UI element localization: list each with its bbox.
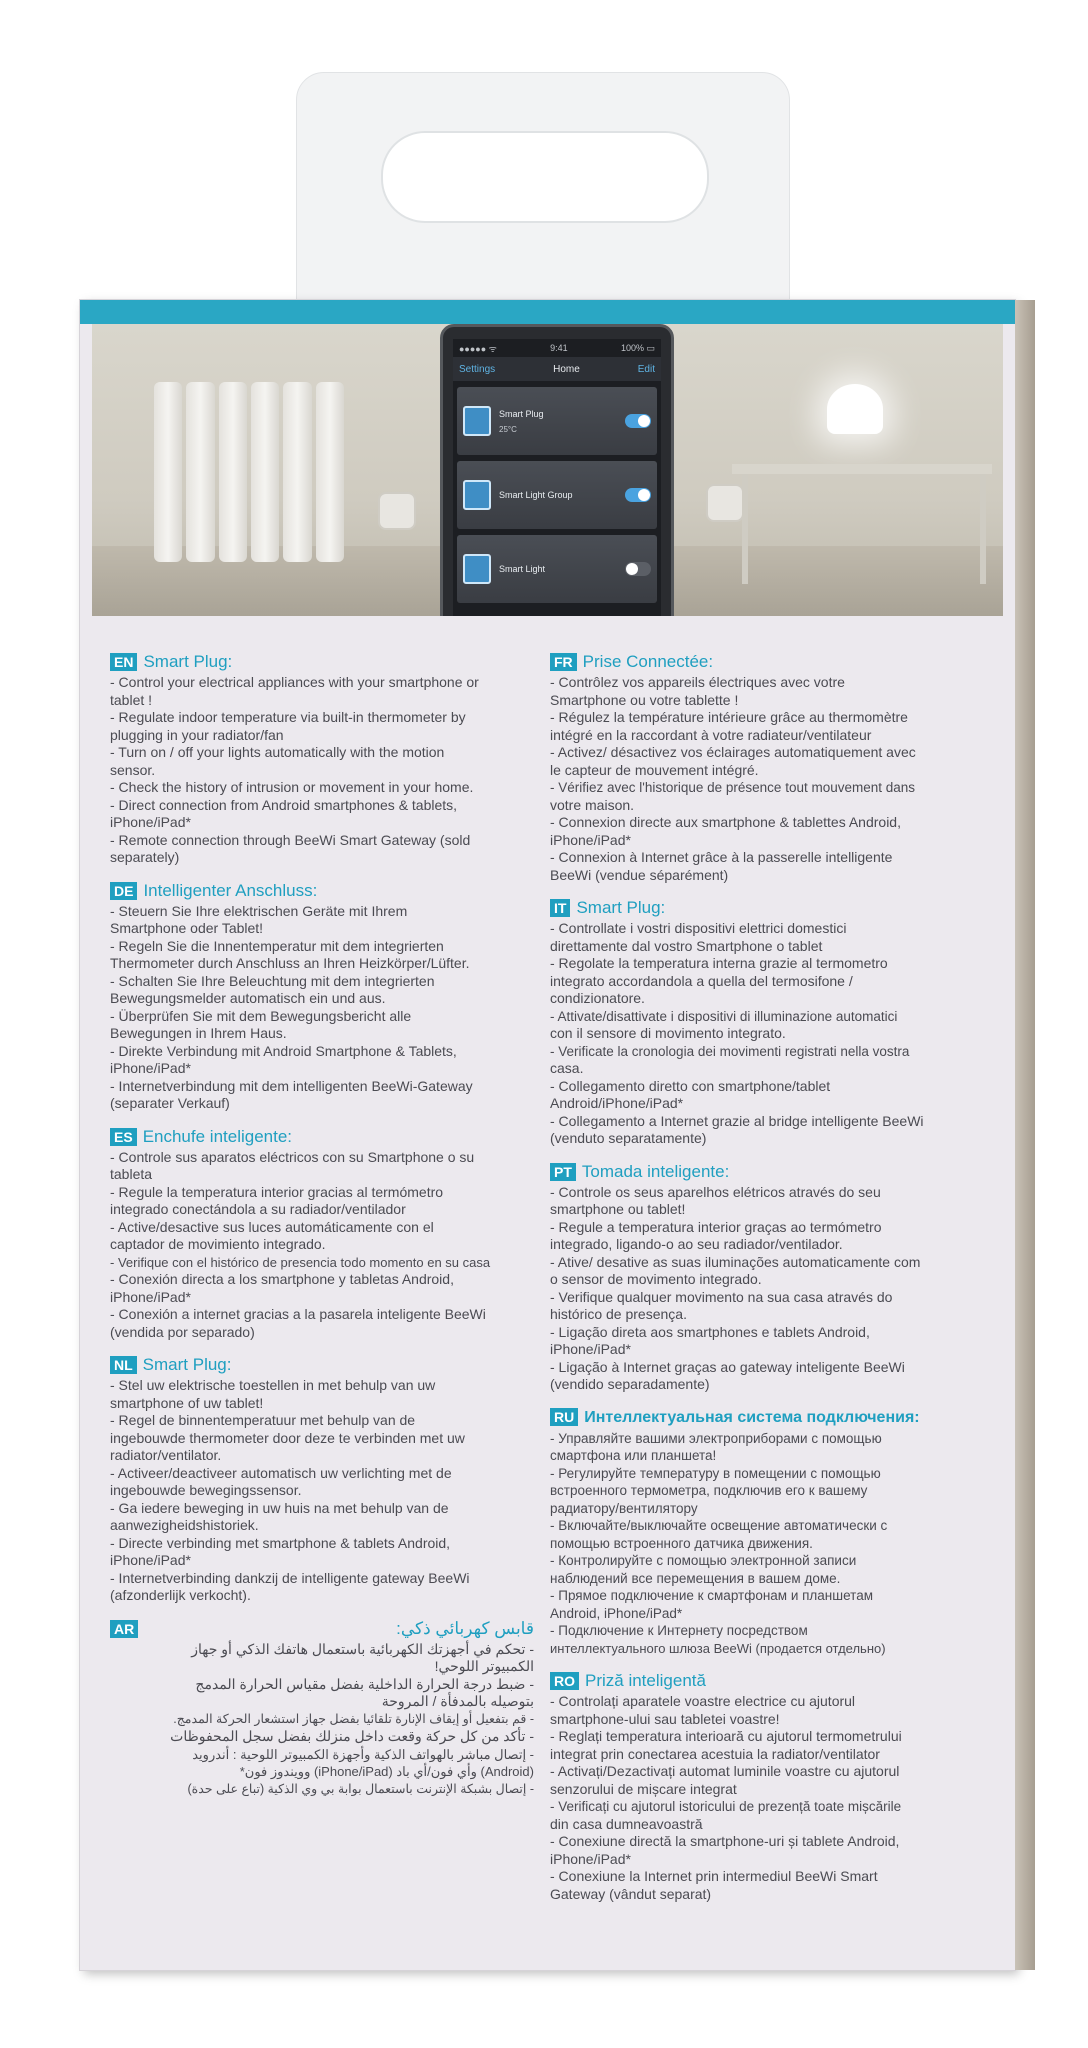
text-line: - Regulate indoor temperature via built-in thermometer by [110, 709, 466, 725]
text-line: радиатору/вентилятору [550, 1500, 698, 1516]
section-title: Tomada inteligente: [581, 1161, 730, 1181]
section-title: Prise Connectée: [582, 652, 714, 671]
text-line: - Ga iedere beweging in uw huis na met behulp van de [110, 1499, 449, 1516]
text-line: - Controle sus aparatos eléctricos con su Smartphone o su [110, 1148, 475, 1165]
text-line: radiator/ventilator. [110, 1447, 222, 1463]
hang-tab [296, 72, 790, 334]
lang-badge: FR [550, 653, 577, 671]
text-line: ingebouwde thermometer door deze te verbinden met uw [110, 1429, 465, 1446]
wall-socket [706, 484, 744, 522]
package-back [80, 300, 1015, 1970]
text-line: - Прямое подключение к смартфонам и планшетам [550, 1588, 873, 1603]
text-line: integrato accordandola a quella del termosifone / [550, 972, 853, 989]
section-nl [110, 1355, 534, 1605]
text-line: - إتصال بشبكة الإنترنت باستعمال بوابة بي وي الذكية (تباع على حدة) [187, 1781, 534, 1796]
device-card[interactable] [457, 535, 657, 603]
text-line: - Conexiune la Internet prin intermediul BeeWi Smart [550, 1868, 878, 1884]
text-line: aanwezigheidshistoriek. [110, 1517, 259, 1533]
text-line: Gateway (vândut separat) [550, 1885, 712, 1902]
text-line: - Activați/Dezactivați automat luminile voastre cu ajutorul [550, 1763, 900, 1779]
text-line: tablet ! [110, 691, 153, 708]
section-it [550, 898, 974, 1148]
section-title: Smart Plug: [142, 1355, 232, 1374]
text-line: Android/iPhone/iPad* [550, 1095, 684, 1111]
radiator-fin [154, 382, 182, 562]
text-line: le capteur de mouvement intégré. [550, 761, 759, 778]
radiator-fin [283, 382, 311, 562]
text-line: - Verificate la cronologia dei movimenti registrati nella vostra [550, 1043, 910, 1059]
text-line: o sensor de movimento integrado. [550, 1271, 762, 1287]
text-line: встроенного термометра, подключив его к вашему [550, 1483, 868, 1498]
text-line: Bewegungsmelder automatisch ein und aus. [110, 990, 386, 1006]
text-line: integrado, ligando-o ao seu radiador/ventilador. [550, 1236, 843, 1252]
text-line: direttamente dal vostro Smartphone o tablet [550, 937, 823, 954]
wall-socket [378, 492, 416, 530]
lang-badge: RU [550, 1408, 578, 1426]
radiator-fin [219, 382, 247, 562]
text-line: casa. [550, 1060, 584, 1076]
section-title: Priză inteligentă [585, 1671, 706, 1690]
text-line: Bewegungen in Ihrem Haus. [110, 1025, 287, 1041]
light-bulb-icon [463, 554, 491, 584]
text-line: - Steuern Sie Ihre elektrischen Geräte mit Ihrem [110, 902, 408, 919]
section-title: Enchufe inteligente: [142, 1126, 293, 1146]
radiator-illustration [154, 382, 344, 562]
product-scene [92, 324, 1003, 616]
lang-badge: RO [550, 1672, 579, 1690]
lang-badge: PT [550, 1163, 576, 1181]
phone-nav-bar [453, 357, 661, 381]
text-line: iPhone/iPad* [550, 1341, 631, 1357]
section-de [110, 881, 534, 1113]
text-line: - Remote connection through BeeWi Smart Gateway (sold [110, 831, 471, 848]
text-line: - Подключение к Интернету посредством [550, 1623, 808, 1638]
phone-illustration [440, 324, 674, 616]
text-line: iPhone/iPad* [550, 1850, 631, 1867]
text-line: - Ligação à Internet graças ao gateway inteligente BeeWi [550, 1358, 905, 1375]
lang-badge: IT [550, 899, 570, 917]
text-line: condizionatore. [550, 990, 645, 1006]
nav-title: Home [553, 363, 580, 375]
text-line: - Regolate la temperatura interna grazie al termometro [550, 955, 888, 971]
text-line: - Überprüfen Sie mit dem Bewegungsbericht alle [110, 1007, 412, 1024]
device-card[interactable] [457, 461, 657, 529]
text-line: intégré en la raccordant à votre radiateur/ventilateur [550, 726, 872, 743]
table-leg [980, 474, 986, 584]
text-line: - Ligação direta aos smartphones e tablets Android, [550, 1323, 870, 1340]
text-line: - Verifique con el histórico de presencia todo momento en su casa [110, 1254, 491, 1270]
text-line: separately) [110, 849, 180, 865]
text-line: iPhone/iPad* [110, 1288, 191, 1305]
text-line: - Conexiune directă la smartphone-uri și tablete Android, [550, 1833, 900, 1849]
edit-link[interactable]: Edit [637, 363, 655, 375]
lang-badge: AR [110, 1620, 138, 1638]
lang-badge: ES [110, 1128, 137, 1146]
text-line: - Vérifiez avec l'historique de présence tout mouvement dans [550, 780, 916, 795]
table-leg [742, 474, 748, 584]
text-line: - Управляйте вашими электроприборами с помощью [550, 1430, 882, 1446]
text-line: din casa dumneavoastră [550, 1815, 703, 1832]
plug-icon [463, 406, 491, 436]
text-line: smartphone-ului sau tabletei voastre! [550, 1710, 780, 1727]
top-band [80, 300, 1035, 324]
section-ro [550, 1671, 974, 1903]
text-line: (separater Verkauf) [110, 1095, 230, 1111]
text-line: - Internetverbinding dankzij de intelligente gateway BeeWi [110, 1569, 470, 1586]
text-line: iPhone/iPad* [110, 1552, 191, 1568]
text-line: - Collegamento diretto con smartphone/tablet [550, 1077, 831, 1094]
text-line: - Connexion directe aux smartphone & tablettes Android, [550, 814, 901, 830]
hang-hole [381, 131, 709, 223]
device-card[interactable] [457, 387, 657, 455]
lang-badge: EN [110, 653, 137, 671]
text-line: smartphone ou tablet! [550, 1201, 686, 1217]
section-ru [550, 1408, 974, 1658]
status-carrier: ●●●●● ᯤ [459, 343, 497, 354]
text-line: (Android) وأي فون/أي باد (iPhone/iPad) وويندوز فون* [239, 1764, 534, 1779]
settings-link[interactable]: Settings [459, 363, 496, 375]
text-line: - Active/desactive sus luces automáticamente con el [110, 1218, 434, 1235]
text-line: - Reglați temperatura interioară cu ajutorul termometrului [550, 1728, 902, 1744]
text-line: tableta [110, 1166, 153, 1182]
text-line: - Directe verbinding met smartphone & tablets Android, [110, 1534, 451, 1551]
text-line: - Regel de binnentemperatuur met behulp van de [110, 1412, 416, 1428]
phone-screen [453, 339, 661, 616]
text-line: - Regeln Sie die Innentemperatur mit dem integrierten [110, 937, 444, 954]
radiator-fin [251, 382, 279, 562]
status-battery: 100% ▭ [620, 342, 655, 353]
text-line: plugging in your radiator/fan [110, 726, 284, 743]
text-line: captador de movimiento integrado. [110, 1236, 326, 1252]
text-line: الكمبيوتر اللوحي! [434, 1658, 534, 1674]
device-label: Smart Light [499, 564, 546, 574]
text-line: - Activez/ désactivez vos éclairages automatiquement avec [550, 744, 916, 760]
text-line: iPhone/iPad* [110, 1060, 191, 1076]
device-toggle[interactable] [625, 562, 651, 576]
section-pt [550, 1162, 974, 1394]
text-line: (vendida por separado) [110, 1323, 255, 1340]
text-line: - Conexión directa a los smartphone y tabletas Android, [110, 1271, 454, 1287]
text-line: (vendido separadamente) [550, 1376, 710, 1392]
text-line: - تأكد من كل حركة وقعت داخل منزلك بفضل سجل المحفوظات [170, 1728, 534, 1744]
device-toggle[interactable] [625, 488, 651, 502]
text-line: sensor. [110, 761, 156, 778]
text-line: (afzonderlijk verkocht). [110, 1587, 251, 1603]
text-line: наблюдений все перемещения в вашем доме. [550, 1570, 841, 1586]
lang-badge: DE [110, 882, 137, 900]
text-line: histórico de presença. [550, 1306, 687, 1322]
text-line: BeeWi (vendue séparément) [550, 866, 729, 883]
status-time: 9:41 [550, 343, 568, 353]
text-line: votre maison. [550, 796, 635, 813]
text-line: Android, iPhone/iPad* [550, 1605, 683, 1621]
section-fr [550, 652, 974, 884]
section-title: Intelligenter Anschluss: [143, 880, 318, 900]
text-line: - Регулируйте температуру в помещении с помощью [550, 1465, 881, 1481]
section-ar [110, 1619, 534, 1799]
text-line: - Activeer/deactiveer automatisch uw verlichting met de [110, 1464, 452, 1481]
text-line: - Control your electrical appliances with your smartphone or [110, 674, 479, 690]
text-line: - Включайте/выключайте освещение автоматически с [550, 1518, 888, 1533]
text-line: - ضبط درجة الحرارة الداخلية بفضل مقياس الحرارة المدمج [195, 1675, 534, 1692]
text-line: iPhone/iPad* [110, 814, 191, 830]
right-column [550, 652, 974, 1917]
text-line: - Internetverbindung mit dem intelligenten BeeWi-Gateway [110, 1077, 473, 1094]
text-line: интеллектуального шлюза BeeWi (продается отдельно) [550, 1640, 886, 1656]
text-line: - Direkte Verbindung mit Android Smartphone & Tablets, [110, 1042, 457, 1059]
section-title: Smart Plug: [576, 898, 666, 917]
text-line: - Контролируйте с помощью электронной записи [550, 1553, 857, 1568]
text-line: - إتصال مباشر بالهواتف الذكية وأجهزة الكمبيوتر اللوحية : أندرويد [192, 1746, 534, 1762]
text-line: - Conexión a internet gracias a la pasarela inteligente BeeWi [110, 1306, 486, 1322]
lang-badge: NL [110, 1356, 137, 1374]
left-column [110, 652, 534, 1812]
text-line: - تحكم في أجهزتك الكهربائية باستعمال هاتفك الذكي أو جهاز [191, 1640, 534, 1657]
text-line: ingebouwde bewegingssensor. [110, 1482, 302, 1498]
section-title: قابس كهربائي ذكي: [396, 1618, 534, 1638]
text-line: (venduto separatamente) [550, 1130, 707, 1146]
text-line: - Collegamento a Internet grazie al bridge intelligente BeeWi [550, 1112, 924, 1129]
device-temp: 25°C [499, 424, 517, 434]
section-title: Интеллектуальная система подключения: [584, 1408, 920, 1426]
text-line: con il sensore di movimento integrato. [550, 1025, 786, 1041]
text-line: - Verificați cu ajutorul istoricului de prezență toate mișcările [550, 1799, 902, 1814]
text-line: - Régulez la température intérieure grâce au thermomètre [550, 709, 908, 725]
text-line: integrat prin conectarea acestuia la radiator/ventilator [550, 1745, 880, 1762]
text-line: - Stel uw elektrische toestellen in met behulp van uw [110, 1377, 436, 1393]
text-line: Smartphone oder Tablet! [110, 920, 264, 936]
text-line: - Regule a temperatura interior graças ao termómetro [550, 1218, 882, 1235]
radiator-fin [186, 382, 214, 562]
text-line: - Regule la temperatura interior gracias al termómetro [110, 1183, 444, 1200]
text-line: iPhone/iPad* [550, 831, 631, 848]
text-line: помощью встроенного датчика движения. [550, 1535, 813, 1551]
device-label: Smart Light Group [499, 490, 573, 500]
text-line: - Connexion à Internet grâce à la passerelle intelligente [550, 849, 893, 865]
radiator-fin [316, 382, 344, 562]
text-line: - Ative/ desative as suas iluminações automaticamente com [550, 1253, 921, 1270]
section-title: Smart Plug: [143, 652, 233, 671]
text-line: - Check the history of intrusion or movement in your home. [110, 779, 474, 795]
text-line: - Contrôlez vos appareils électriques avec votre [550, 674, 845, 690]
lamp-illustration [827, 384, 883, 434]
text-line: - Controlați aparatele voastre electrice cu ajutorul [550, 1693, 856, 1709]
text-line: - Schalten Sie Ihre Beleuchtung mit dem integrierten [110, 972, 435, 989]
device-toggle[interactable] [625, 414, 651, 428]
box-side-edge [1015, 300, 1035, 1970]
text-line: integrado conectándola a su radiador/ventilador [110, 1201, 406, 1217]
text-line: Smartphone ou votre tablette ! [550, 691, 739, 708]
text-line: senzorului de mișcare integrat [550, 1780, 737, 1797]
section-es [110, 1127, 534, 1342]
text-line: بتوصيله بالمدفأة / المروحة [381, 1693, 534, 1709]
text-line: - Verifique qualquer movimento na sua casa através do [550, 1288, 893, 1305]
text-line: смартфона или планшета! [550, 1448, 717, 1463]
text-line: - قم بتفعيل أو إيقاف الإنارة تلقائيا بفضل جهاز استشعار الحركة المدمج. [173, 1711, 534, 1726]
light-group-icon [463, 480, 491, 510]
text-line: - Turn on / off your lights automatically with the motion [110, 744, 445, 760]
table-illustration [732, 464, 992, 474]
device-label: Smart Plug [499, 408, 544, 419]
text-line: Thermometer durch Anschluss an Ihren Heizkörper/Lüfter. [110, 955, 470, 971]
text-line: - Attivate/disattivate i dispositivi di illuminazione automatici [550, 1008, 898, 1024]
text-line: - Controle os seus aparelhos elétricos através do seu [550, 1183, 881, 1200]
text-line: smartphone of uw tablet! [110, 1394, 264, 1411]
phone-status-bar [453, 339, 661, 357]
section-en [110, 652, 534, 867]
text-line: - Direct connection from Android smartphones & tablets, [110, 796, 458, 813]
text-line: - Controllate i vostri dispositivi elettrici domestici [550, 920, 847, 936]
